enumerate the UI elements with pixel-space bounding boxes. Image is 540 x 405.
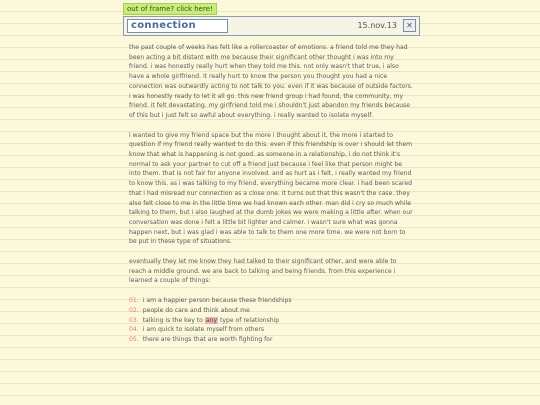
list-number: 02. [129, 306, 139, 314]
list-text: people do care and think about me [142, 306, 250, 314]
list-text: i am quick to isolate myself from others [142, 326, 265, 334]
post-date: 15.nov.13 [357, 21, 397, 30]
paragraph: i wanted to give my friend space but the more i thought about it, the more i started to question if my friend really wanted to do this. even if this friendship is over i should let them know that what is happening is not good. as someone in a relationship, i do not think it's normal to ask your partner to cut off a friend just because i feel like that person might be into them. that is not fair for anyone involved. and as hurt as i felt, i really wanted my friend to know this. as i was talking to my friend, everything became more clear. i had been scared that i had misread our connection as a close one. it turns out that this wasn't the case. they also felt close to me in the little time we had known each other. man did i cry so much while talking to them, but i also laughed at the dumb jokes we were making a little after. when our conversation was done i felt a little bit lighter and calmer. i wasn't sure what was gonna happen next, but i was glad i was able to talk to them one more time. we were not born to be put in these type of situations. [129, 131, 413, 246]
list-text: i am a happier person because these friendships [142, 297, 292, 305]
paragraph: the past couple of weeks has felt like a rollercoaster of emotions. a friend told me they had been acting a bit distant with me because their significant other thought i was into my friend. i was honestly really hurt when they told me this. not only wasn't that true, i also have a whole girlfriend. it really hurt to know the person you thought you had a nice connection was outwardly acting to not talk to you. even if it was because of outside factors. i was honestly ready to let it all go. this new friend group i had found, the community, my friend. it felt devastating. my girlfriend told me i shouldn't just abandon my friends because of this but i just felt so awful about everything. i really wanted to isolate myself. [129, 44, 413, 119]
list-item [129, 306, 413, 316]
list-item [129, 325, 413, 335]
list-number: 03. [129, 316, 139, 324]
list-item [129, 335, 413, 345]
list-text: talking is the key to [142, 316, 205, 324]
post-title: connection [127, 19, 228, 33]
lessons-list [129, 296, 413, 344]
list-number: 05. [129, 335, 139, 343]
out-of-frame-link[interactable]: out of frame? click here! [123, 3, 217, 15]
list-number: 04. [129, 326, 139, 334]
list-text: there are things that are worth fighting for [142, 335, 273, 343]
close-icon[interactable]: ✕ [403, 19, 416, 32]
post-body [129, 43, 413, 345]
list-item [129, 296, 413, 306]
post-header [123, 16, 420, 36]
highlighted-word: any [205, 316, 218, 324]
list-number: 01. [129, 297, 139, 305]
paragraph: eventually they let me know they had talked to their significant other, and were able to reach a middle ground. we are back to talking and being friends. from this experience i learned a couple of things: [129, 258, 397, 285]
list-item [129, 316, 413, 326]
list-text: type of relationship [218, 316, 280, 324]
